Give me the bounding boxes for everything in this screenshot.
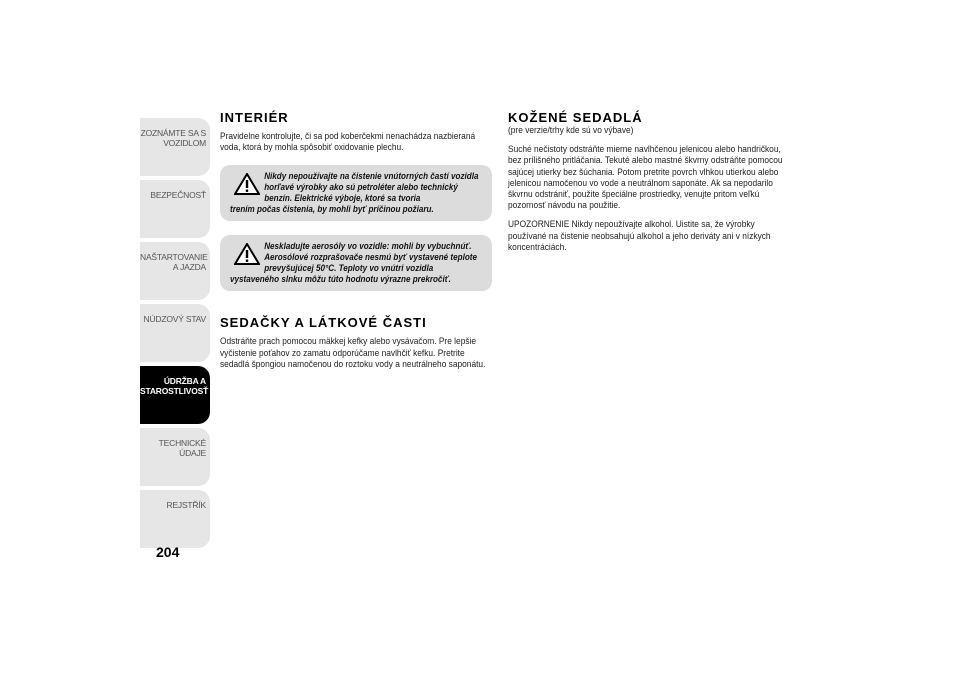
warning2-text-end: vystaveného slnku môžu túto hodnotu výrazne prekročiť. — [230, 274, 451, 285]
tab-nastartovanie[interactable]: NAŠTARTOVANIE A JAZDA — [140, 242, 210, 300]
leather-paragraph: Suché nečistoty odstráňte mierne navlhčenou jelenicou alebo handričkou, bez prílišného pritláčania. Tekuté alebo mastné škvrny odstráňte pomocou sajúcej utierky bez šúchania. Potom pretrite povrch vlhkou utierkou alebo jelenicou namočenou vo vode a neutrálnom saponáte. Ak sa nepodarilo škvrnu odstrániť, použite špeciálne prostriedky, venujte pritom veľkú pozornosť návodu na použitie. — [508, 144, 783, 212]
left-column — [220, 110, 492, 370]
tab-udrzba[interactable]: ÚDRŽBA A STAROSTLIVOSŤ — [140, 366, 210, 424]
notice-paragraph: UPOZORNENIE Nikdy nepoužívajte alkohol. Uistite sa, že výrobky používané na čistenie neobsahujú alkohol a jeho deriváty ani v nízkych koncentráciách. — [508, 219, 771, 253]
seats-paragraph: Odstráňte prach pomocou mäkkej kefky alebo vysávačom. Pre lepšie vyčistenie poťahov zo zamatu odporúčame navlhčiť kefku. Pretrite sedadlá špongiou namočenou do roztoku vody a neutrálneho saponátu. — [220, 336, 486, 370]
page-number: 204 — [156, 544, 180, 560]
tab-technicke-udaje[interactable]: TECHNICKÉ ÚDAJE — [140, 428, 210, 486]
interior-paragraph: Pravidelne kontrolujte, či sa pod koberčekmi nenachádza nazbieraná voda, ktorá by mohla spôsobiť oxidovanie plechu. — [220, 131, 476, 154]
seats-heading: SEDAČKY A LÁTKOVÉ ČASTI — [220, 315, 427, 331]
warning1-text: Nikdy nepoužívajte na čistenie vnútorných častí vozidla horľavé výrobky ako sú petroléter alebo technický benzín. Elektrické výboje, ktoré sa tvoria — [264, 171, 479, 204]
leather-heading: KOŽENÉ SEDADLÁ — [508, 110, 643, 125]
leather-subtitle: (pre verzie/trhy kde sú vo výbave) — [508, 125, 634, 136]
warning1-text-end: trením počas čistenia, by mohli byť príčinou požiaru. — [230, 204, 434, 215]
right-column — [508, 110, 788, 253]
tab-bezpecnost[interactable]: BEZPEČNOSŤ — [140, 180, 210, 238]
warning2-text: Neskladujte aerosóly vo vozidle: mohli by vybuchnúť. Aerosólové rozprašovače nesmú byť vystavené teplote prevyšujúcej 50°C. Teploty vo vnútri vozidla — [264, 241, 477, 274]
tab-zoznamte-sa[interactable]: ZOZNÁMTE SA S VOZIDLOM — [140, 118, 210, 176]
tab-nudzovy-stav[interactable]: NÚDZOVÝ STAV — [140, 304, 210, 362]
tab-rejstrik[interactable]: REJSTŘÍK — [140, 490, 210, 548]
warning-box-aerosol — [220, 235, 492, 291]
warning-box-flammable — [220, 165, 492, 221]
interior-heading: INTERIÉR — [220, 110, 289, 125]
